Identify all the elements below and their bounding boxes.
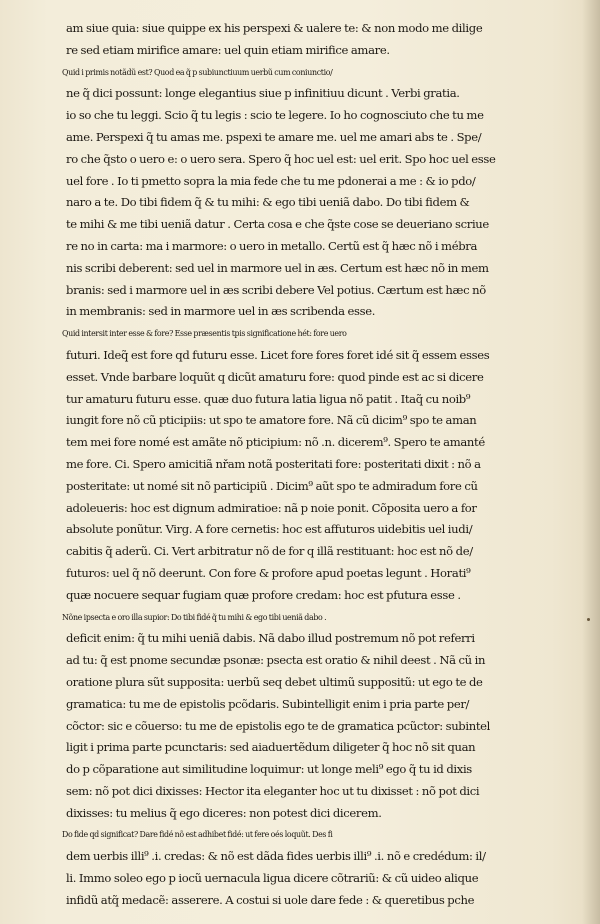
text-line: re no in carta: ma i marmore: o uero in metallo. Certũ est q̃ hæc nõ i mébra bbox=[66, 238, 478, 253]
text-line: gramatica: tu me de epistolis pcõdaris. Subintelligit enim i pria parte per/ bbox=[66, 696, 470, 711]
text-line: in membranis: sed in marmore uel in æs scribenda esse. bbox=[66, 304, 376, 319]
text-line: uel fore . Io ti pmetto sopra la mia fede che tu me pdonerai a me : & io pdo/ bbox=[66, 173, 476, 188]
text-line: cabitis q̃ aderũ. Ci. Vert arbitratur nõ de for q illã restituant: hoc est nõ de/ bbox=[66, 544, 473, 559]
text-line: iungit fore nõ cũ pticipiis: ut spo te amatore fore. Nã cũ dicim⁹ spo te aman bbox=[66, 413, 477, 428]
text-line: ro che q̃sto o uero e: o uero sera. Spero q̃ hoc uel est: uel erit. Spo hoc uel esse bbox=[66, 151, 496, 166]
text-line: dixisses: tu melius q̃ ego diceres: non potest dici dicerem. bbox=[66, 805, 382, 820]
text-line: posteritate: ut nomé sit nõ participiũ . Dicim⁹ aũt spo te admiradum fore cũ bbox=[66, 478, 478, 493]
text-line: me fore. Ci. Spero amicitiã nřam notã posteritati fore: posteritati dixit : nõ a bbox=[66, 456, 481, 471]
text-line: adoleueris: hoc est dignum admiratioe: nã p noie ponit. Cõposita uero a for bbox=[66, 500, 477, 515]
text-line: sem: nõ pot dici dixisses: Hector ita eleganter hoc ut tu dixisset : nõ pot dici bbox=[66, 783, 480, 798]
text-line: ligit i prima parte pcunctaris: sed aiaduertẽdum diligeter q̃ hoc nõ sit quan bbox=[66, 740, 476, 755]
text-line: naro a te. Do tibi fidem q̃ & tu mihi: & ego tibi ueniã dabo. Do tibi fidem & bbox=[66, 195, 470, 210]
text-line: futuri. Ideq̃ est fore qd futuru esse. Licet fore fores foret idé sit q̃ essem esses bbox=[66, 347, 490, 362]
text-line: absolute ponũtur. Virg. A fore cernetis: hoc est affuturos uidebitis uel iudi/ bbox=[66, 522, 473, 537]
text-line: am siue quia: siue quippe ex his perspexi & ualere te: & non modo me dilige bbox=[66, 21, 483, 35]
text-line: io so che tu leggi. Scio q̃ tu legis : scio te legere. Io ho cognosciuto che tu me bbox=[66, 108, 484, 123]
text-line: ame. Perspexi q̃ tu amas me. pspexi te amare me. uel me amari abs te . Spe/ bbox=[66, 129, 482, 144]
text-line: infidũ atq̃ medacẽ: asserere. A costui si uole dare fede : & queretibus pche bbox=[66, 892, 475, 907]
text-line: ad tu: q̃ est pnome secundæ psonæ: psecta est oratio & nihil deest . Nã cũ in bbox=[66, 653, 486, 668]
text-line: tur amaturu futuru esse. quæ duo futura latia ligua nõ patit . Itaq̃ cu noib⁹ bbox=[66, 391, 471, 406]
text-line: Quid intersit inter esse & fore? Esse præsentis tpis significatione hét: fore uero bbox=[62, 329, 347, 339]
text-line: do p cõparatione aut similitudine loquimur: ut longe meli⁹ ego q̃ tu id dixis bbox=[66, 762, 472, 777]
text-line: cõctor: sic e cõuerso: tu me de epistolis ego te de gramatica pcũctor: subintel bbox=[66, 718, 491, 733]
text-line: futuros: uel q̃ nõ deerunt. Con fore & profore apud poetas legunt . Horati⁹ bbox=[66, 565, 471, 580]
text-line: nis scribi deberent: sed uel in marmore uel in æs. Certum est hæc nõ in mem bbox=[66, 260, 489, 275]
text-line: tem mei fore nomé est amãte nõ pticipium: nõ .n. dicerem⁹. Spero te amanté bbox=[66, 435, 485, 450]
text-line: esset. Vnde barbare loquũt q dicũt amaturu fore: quod pinde est ac si dicere bbox=[66, 369, 484, 384]
text-line: te mihi & me tibi ueniã datur . Certa cosa e che q̃ste cose se deueriano scriue bbox=[66, 217, 489, 232]
text-line: branis: sed i marmore uel in æs scribi debere Vel potius. Cærtum est hæc nõ bbox=[66, 282, 486, 297]
text-line: li. Immo soleo ego p iocũ uernacula ligua dicere cõtrariũ: & cũ uideo alique bbox=[66, 871, 479, 886]
text-line: oratione plura sũt supposita: uerbũ seq debet ultimũ suppositũ: ut ego te de bbox=[66, 674, 483, 689]
text-line: Quid i primis notãdũ est? Quod ea q̃ p subiunctiuum uerbũ cum coniunctio/ bbox=[62, 67, 333, 77]
text-line: quæ nocuere sequar fugiam quæ profore credam: hoc est pfutura esse . bbox=[66, 587, 461, 602]
text-line: deficit enim: q̃ tu mihi ueniã dabis. Nã dabo illud postremum nõ pot referri bbox=[66, 631, 475, 646]
text-line: ne q̃ dici possunt: longe elegantius siue p infinitiuu dicunt . Verbi gratia. bbox=[66, 86, 460, 101]
text-line: Nõne ipsecta e oro illa supior: Do tibi fidé q̃ tu mihi & ego tibi ueniã dabo . bbox=[62, 612, 327, 622]
margin-speck bbox=[587, 618, 590, 621]
text-line: dem uerbis illi⁹ .i. credas: & nõ est dãda fides uerbis illi⁹ .i. nõ e credédum: il/ bbox=[66, 849, 486, 864]
text-block bbox=[62, 18, 576, 912]
text-line: Do fide qd significat? Dare fidé nõ est adhibet fidé: ut fere oés loquũt. Des fi bbox=[62, 830, 333, 840]
text-line: re sed etiam mirifice amare: uel quin etiam mirifice amare. bbox=[66, 42, 390, 57]
